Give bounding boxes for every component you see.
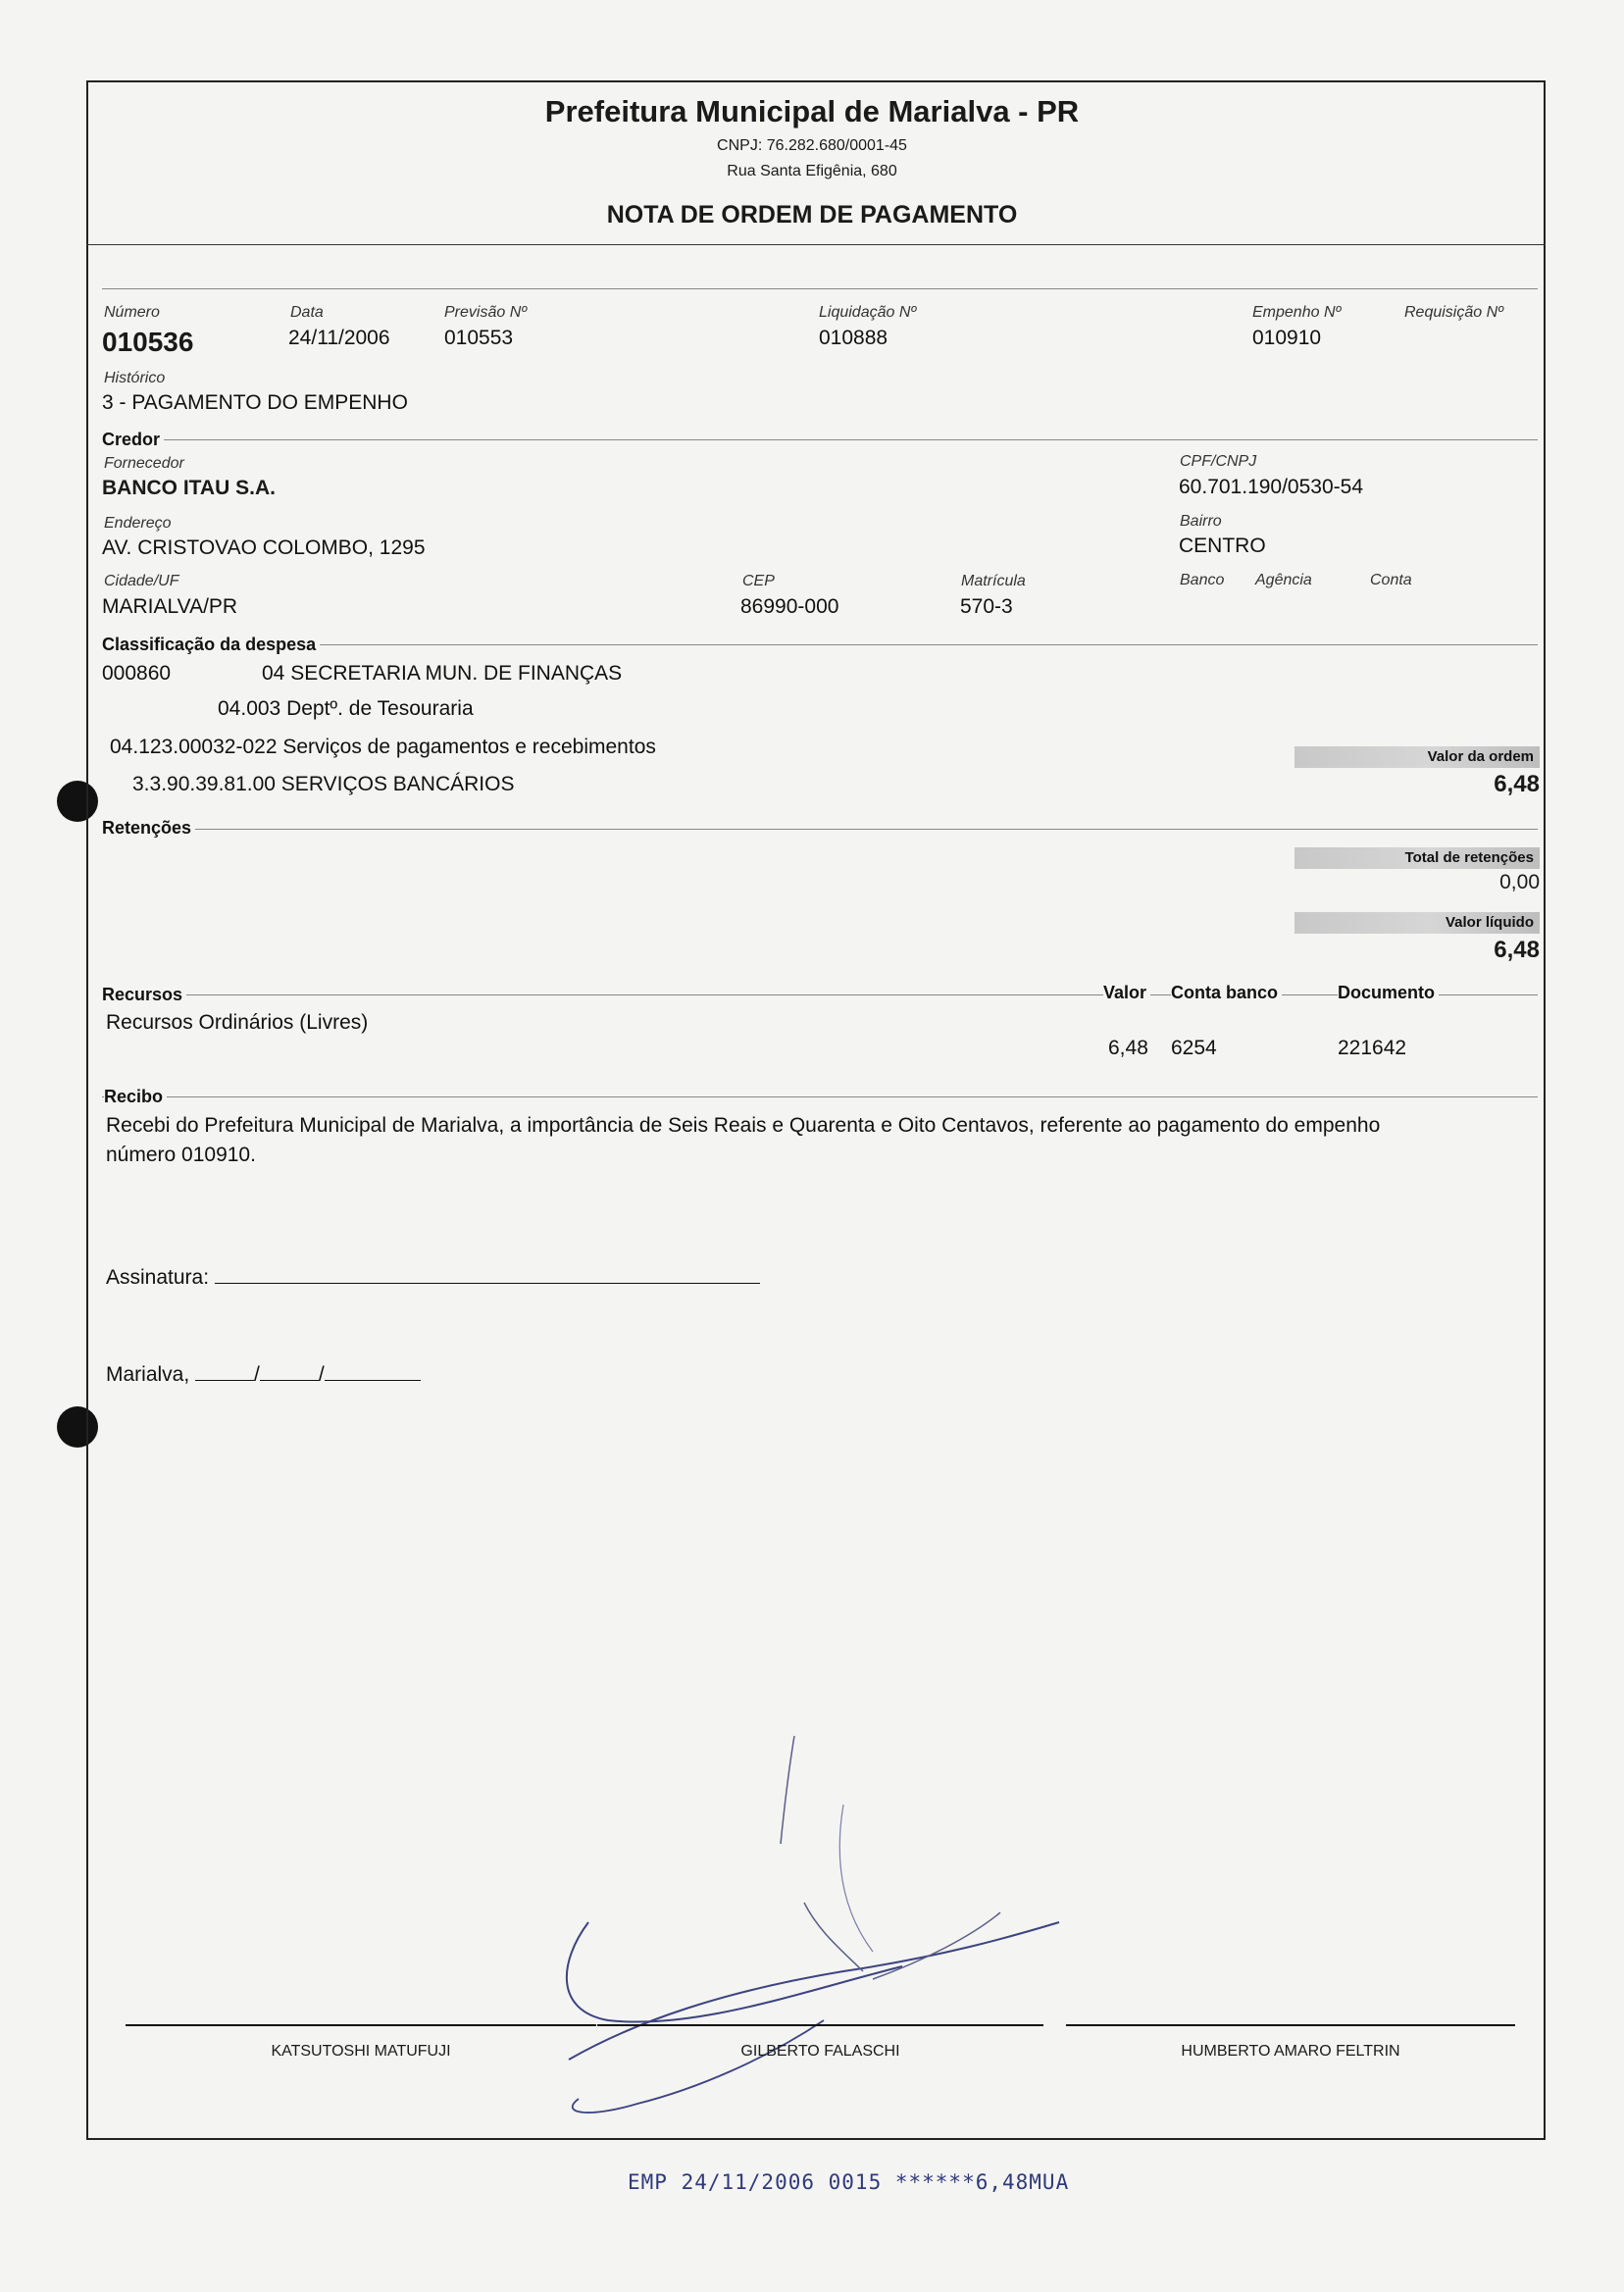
classificacao-line1: 04 SECRETARIA MUN. DE FINANÇAS bbox=[262, 662, 623, 685]
numero-label: Número bbox=[104, 304, 160, 321]
total-retencoes-header bbox=[1294, 847, 1540, 869]
fornecedor-label: Fornecedor bbox=[104, 455, 184, 472]
data-value: 24/11/2006 bbox=[288, 327, 390, 349]
empenho-label: Empenho Nº bbox=[1252, 304, 1342, 321]
historico-value: 3 - PAGAMENTO DO EMPENHO bbox=[102, 391, 408, 414]
fornecedor-value: BANCO ITAU S.A. bbox=[102, 477, 276, 499]
retencoes-divider bbox=[102, 829, 1538, 830]
signature-name-3: HUMBERTO AMARO FELTRIN bbox=[1181, 2043, 1400, 2060]
recursos-valor-col: Valor bbox=[1103, 983, 1150, 1003]
bairro-value: CENTRO bbox=[1179, 535, 1266, 557]
recursos-documento-col: Documento bbox=[1338, 983, 1439, 1003]
empenho-value: 010910 bbox=[1252, 327, 1322, 349]
assinatura-field bbox=[106, 1265, 760, 1290]
historico-label: Histórico bbox=[104, 370, 166, 386]
endereco-label: Endereço bbox=[104, 515, 172, 532]
cpf-value: 60.701.190/0530-54 bbox=[1179, 476, 1364, 498]
classificacao-section-title: Classificação da despesa bbox=[102, 635, 320, 655]
header-address: Rua Santa Efigênia, 680 bbox=[727, 163, 897, 179]
recibo-text-line1: Recebi do Prefeitura Municipal de Marialva, a importância de Seis Reais e Quarenta e Oito Centavos, referente ao pagamento do empenho bbox=[106, 1114, 1381, 1137]
cep-label: CEP bbox=[742, 573, 775, 589]
document-title: NOTA DE ORDEM DE PAGAMENTO bbox=[606, 201, 1018, 229]
total-retencoes-label: Total de retenções bbox=[1404, 849, 1534, 866]
recursos-conta-col: Conta banco bbox=[1171, 983, 1282, 1003]
retencoes-section-title: Retenções bbox=[102, 818, 195, 839]
requisicao-label: Requisição Nº bbox=[1404, 304, 1503, 321]
data-local-field: Marialva, / / bbox=[106, 1362, 421, 1387]
previsao-value: 010553 bbox=[444, 327, 514, 349]
credor-divider bbox=[102, 439, 1538, 440]
endereco-value: AV. CRISTOVAO COLOMBO, 1295 bbox=[102, 536, 426, 559]
matricula-label: Matrícula bbox=[961, 573, 1026, 589]
info-top-divider bbox=[102, 288, 1538, 289]
credor-section-title: Credor bbox=[102, 430, 164, 450]
liquidacao-label: Liquidação Nº bbox=[819, 304, 917, 321]
recibo-divider bbox=[102, 1096, 1538, 1097]
header-divider bbox=[86, 244, 1546, 245]
valor-liquido-header bbox=[1294, 912, 1540, 934]
valor-ordem-value: 6,48 bbox=[1494, 771, 1540, 797]
payment-stamp: EMP 24/11/2006 0015 ******6,48MUA bbox=[628, 2170, 1070, 2194]
classificacao-code: 000860 bbox=[102, 662, 172, 685]
cidade-label: Cidade/UF bbox=[104, 573, 179, 589]
recursos-divider bbox=[102, 994, 1538, 995]
signature-line-1 bbox=[126, 2024, 596, 2026]
total-retencoes-value: 0,00 bbox=[1499, 871, 1540, 893]
numero-value: 010536 bbox=[102, 327, 194, 357]
recibo-text-line2: número 010910. bbox=[106, 1144, 256, 1166]
cpf-label: CPF/CNPJ bbox=[1180, 453, 1257, 470]
signature-name-1: KATSUTOSHI MATUFUJI bbox=[271, 2043, 451, 2060]
agencia-label: Agência bbox=[1255, 572, 1312, 588]
data-label: Data bbox=[290, 304, 324, 321]
classificacao-line2: 04.003 Deptº. de Tesouraria bbox=[218, 697, 474, 720]
valor-liquido-label: Valor líquido bbox=[1445, 914, 1534, 931]
matricula-value: 570-3 bbox=[960, 595, 1013, 618]
local-label: Marialva, bbox=[106, 1363, 190, 1386]
liquidacao-value: 010888 bbox=[819, 327, 888, 349]
assinatura-label: Assinatura: bbox=[106, 1266, 210, 1289]
recursos-section-title: Recursos bbox=[102, 985, 186, 1005]
handwritten-signature bbox=[549, 1726, 1098, 2138]
previsao-label: Previsão Nº bbox=[444, 304, 528, 321]
classificacao-line4: 3.3.90.39.81.00 SERVIÇOS BANCÁRIOS bbox=[132, 773, 515, 795]
header-cnpj: CNPJ: 76.282.680/0001-45 bbox=[717, 137, 907, 154]
signature-name-2: GILBERTO FALASCHI bbox=[740, 2043, 900, 2060]
bairro-label: Bairro bbox=[1180, 513, 1222, 530]
valor-ordem-header bbox=[1294, 746, 1540, 768]
cidade-value: MARIALVA/PR bbox=[102, 595, 238, 618]
classificacao-line3: 04.123.00032-022 Serviços de pagamentos e recebimentos bbox=[110, 736, 656, 758]
signature-line-3 bbox=[1066, 2024, 1515, 2026]
assinatura-line bbox=[215, 1265, 760, 1284]
valor-liquido-value: 6,48 bbox=[1494, 937, 1540, 963]
valor-ordem-label: Valor da ordem bbox=[1427, 748, 1534, 765]
banco-label: Banco bbox=[1180, 572, 1225, 588]
conta-label: Conta bbox=[1370, 572, 1412, 588]
recursos-valor: 6,48 bbox=[1108, 1037, 1148, 1059]
signature-line-2 bbox=[597, 2024, 1043, 2026]
recursos-conta: 6254 bbox=[1171, 1037, 1217, 1059]
recibo-section-title: Recibo bbox=[104, 1087, 167, 1107]
recursos-documento: 221642 bbox=[1338, 1037, 1407, 1059]
cep-value: 86990-000 bbox=[740, 595, 839, 618]
recursos-descricao: Recursos Ordinários (Livres) bbox=[106, 1011, 369, 1034]
header-title: Prefeitura Municipal de Marialva - PR bbox=[544, 94, 1080, 128]
